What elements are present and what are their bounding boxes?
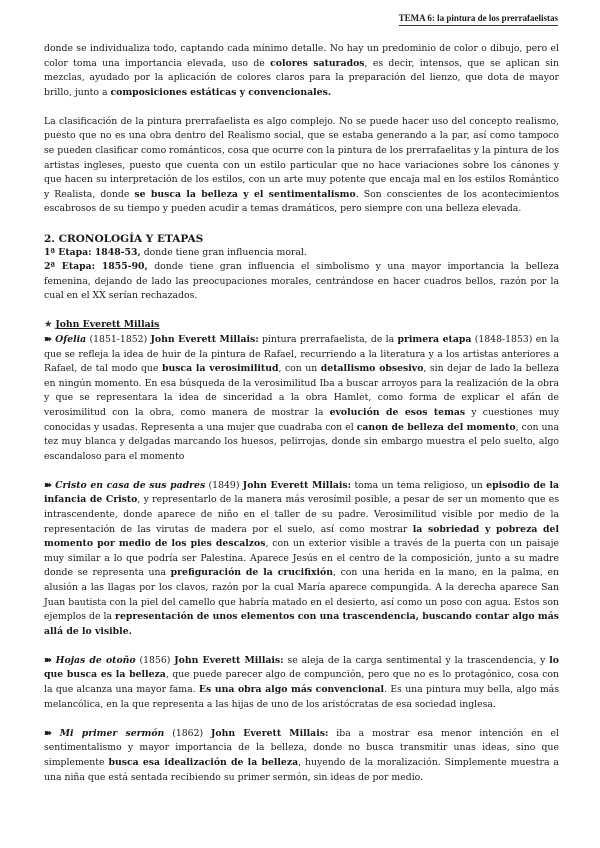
document-body bbox=[44, 42, 559, 785]
intro-paragraph-2: La clasificación de la pintura prerrafaelista es algo complejo. No se puede hacer uso del concepto realismo, puesto que no es una obra dentro del Realismo social, que se estaba generando a la par, así como tampoco se pueden clasificar como románticos, cosa que ocurre con la pintura de los prerrafaelitas y la pintura de los artistas ingleses, puesto que cuenta con un estilo particular que no hace variaciones sobre los cánones y que hacen su interpretación de los estilos, con un arte muy potente que encaja mal en los estilos Romántico y Realista, donde se busca la belleza y el sentimentalismo. Son conscientes de los acontecimientos escabrosos de su tiempo y pueden acudir a temas dramáticos, pero siempre con una belleza elevada. bbox=[44, 115, 560, 215]
work-hojas: ➽ Hojas de otoño (1856) John Everett Millais: se aleja de la carga sentimental y la trascendencia, y lo que busca es la belleza, que puede parecer algo de compunción, pero que no es lo protagónico, cosa con la que alcanza una mayor fama. Es una obra algo más convencional. Es una pintura muy bella, algo más melancólica, en la que representa a las hijas de uno de los aristócratas de esa sociedad inglesa. bbox=[44, 654, 560, 710]
arrow-icon: ➽ bbox=[44, 479, 52, 491]
arrow-icon: ➽ bbox=[44, 654, 52, 666]
arrow-icon: ➽ bbox=[44, 727, 52, 739]
stage-2: 2ª Etapa: 1855-90, donde tiene gran influencia el simbolismo y una mayor importancia la belleza femenina, dejando de lado las preocupaciones morales, centrándose en hacer cuadros bellos, razón por la cual en el XX serían rechazados. bbox=[44, 261, 559, 302]
star-icon: ★ bbox=[44, 319, 53, 331]
author-heading: ★ John Everett Millais bbox=[44, 319, 160, 331]
work-sermon: ➽ Mi primer sermón (1862) John Everett Millais: iba a mostrar esa menor intención en el sentimentalismo y mayor importancia de la belleza, donde no busca transmitir unas ideas, sino que simplemente busca esa idealización de la belleza, huyendo de la moralización. Simplemente muestra a una niña que está sentada recibiendo su primer sermón, sin ideas de por medio. bbox=[44, 727, 559, 783]
arrow-icon: ➽ bbox=[44, 334, 52, 345]
section-title-chronology: 2. CRONOLOGÍA Y ETAPAS bbox=[44, 232, 204, 245]
page-header: TEMA 6: la pintura de los prerrafaelistas bbox=[399, 13, 558, 26]
intro-paragraph-1: donde se individualiza todo, captando cada mínimo detalle. No hay un predominio de color o dibujo, pero el color toma una importancia elevada, uso de colores saturados, es decir, intensos, que se aplican sin mezclas, ayudado por la aplicación de colores claros para la preparación del lienzo, que dota de mayor brillo, junto a composiciones estáticas y convencionales. bbox=[44, 43, 559, 98]
work-ofelia: ➽ Ofelia (1851-1852) John Everett Millais: pintura prerrafaelista, de la primera etapa (1848-1853) en la que se refleja la idea de huir de la pintura de Rafael, recurriendo a la literatura y a los artistas anteriores a Rafael, de tal modo que busca la verosimilitud, con un detallismo obsesivo, sin dejar de lado la belleza en ningún momento. En esa búsqueda de la verosimilitud Iba a buscar arroyos para la realización de la obra y que se representara la idea de sinceridad a la obra Hamlet, como forma de explicar el afán de verosimilitud con la obra, como manera de mostrar la evolución de esos temas y cuestiones muy conocidas y usadas. Representa a una mujer que cuadraba con el canon de belleza del momento, con una tez muy blanca y delgadas marcando los huesos, pelirrojas, donde sin embargo muestra el pelo suelto, algo escandaloso para el momento bbox=[44, 334, 560, 462]
stage-1: 1ª Etapa: 1848-53, donde tiene gran influencia moral. bbox=[44, 246, 307, 258]
work-cristo: ➽ Cristo en casa de sus padres (1849) John Everett Millais: toma un tema religioso, un episodio de la infancia de Cristo, y representarlo de la manera más verosímil posible, a pesar de ser un momento que es intrascendente, donde aparece de niño en el taller de su padre. Verosimilitud visible por medio de la representación de las virutas de madera por el suelo, así como mostrar la sobriedad y pobreza del momento por medio de los pies descalzos, con un exterior visible a través de la puerta con un paisaje muy similar a lo que podría ser Palestina. Aparece Jesús en el centro de la composición, junto a su madre donde se representa una prefiguración de la crucifixión, con una herida en la mano, en la palma, en alusión a las llagas por los clavos, razón por la cual María aparece compungida. A la derecha aparece San Juan bautista con la piel del camello que habría matado en el desierto, así como un poso con agua. Estos son ejemplos de la representación de unos elementos con una trascendencia, buscando contar algo más allá de lo visible. bbox=[44, 479, 559, 637]
